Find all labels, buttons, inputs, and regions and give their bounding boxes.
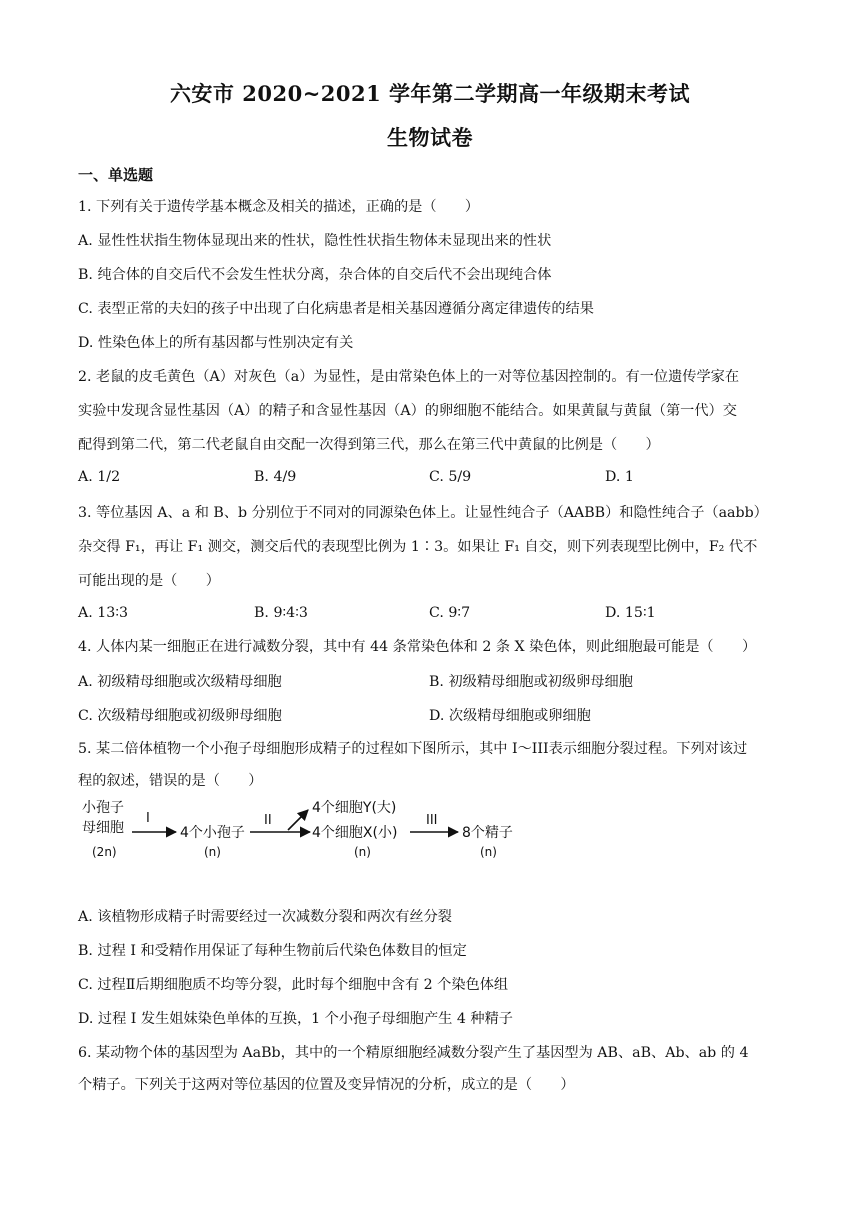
q4-option-b: B. 初级精母细胞或初级卵母细胞: [429, 674, 633, 690]
diagram-cellx-ploidy: (n): [354, 845, 371, 859]
diagram-step3-label: III: [426, 813, 438, 828]
q1-option-a: A. 显性性状指生物体显现出来的性状，隐性性状指生物体未显现出来的性状: [78, 233, 552, 249]
q5-stem-line2: 程的叙述，错误的是（ ）: [78, 773, 263, 789]
diagram-cell-line2: 母细胞: [82, 820, 124, 836]
diagram-cell-y: 4个细胞Y(大): [312, 800, 397, 816]
q4-stem: 4. 人体内某一细胞正在进行减数分裂，其中有 44 条常染色体和 2 条 X 染色体，则此细胞最可能是（ ）: [78, 639, 757, 655]
q3-option-c: C. 9∶7: [429, 605, 471, 621]
diagram-cell-line1: 小孢子: [82, 800, 124, 816]
q3-stem-line1: 3. 等位基因 A、a 和 B、b 分别位于不同对的同源染色体上。让显性纯合子（AABB）和隐性纯合子（aabb）: [78, 505, 768, 521]
q5-option-a: A. 该植物形成精子时需要经过一次减数分裂和两次有丝分裂: [78, 909, 452, 925]
q2-option-c: C. 5/9: [429, 469, 472, 485]
diagram-spores: 4个小孢子: [180, 825, 245, 841]
q6-stem-line2: 个精子。下列关于这两对等位基因的位置及变异情况的分析，成立的是（ ）: [78, 1077, 575, 1093]
q1-option-d: D. 性染色体上的所有基因都与性别决定有关: [78, 335, 354, 351]
diagram-spores-ploidy: (n): [204, 845, 221, 859]
q3-option-b: B. 9∶4∶3: [254, 605, 308, 621]
q2-option-d: D. 1: [605, 469, 634, 485]
q2-option-a: A. 1/2: [78, 469, 121, 485]
q3-stem-line3: 可能出现的是（ ）: [78, 573, 220, 589]
q2-stem-line3: 配得到第二代，第二代老鼠自由交配一次得到第三代，那么在第三代中黄鼠的比例是（ ）: [78, 437, 660, 453]
q5-option-c: C. 过程Ⅱ后期细胞质不均等分裂，此时每个细胞中含有 2 个染色体组: [78, 977, 509, 993]
q3-option-a: A. 13∶3: [78, 605, 129, 621]
diagram-step1-label: I: [146, 811, 150, 826]
q1-stem: 1. 下列有关于遗传学基本概念及相关的描述，正确的是（ ）: [78, 199, 480, 215]
q3-option-d: D. 15∶1: [605, 605, 656, 621]
q4-option-d: D. 次级精母细胞或卵细胞: [429, 708, 591, 724]
diagram-sperm: 8个精子: [462, 825, 513, 841]
q5-option-b: B. 过程 I 和受精作用保证了每种生物前后代染色体数目的恒定: [78, 943, 467, 959]
q5-option-d: D. 过程 I 发生姐妹染色单体的互换，1 个小孢子母细胞产生 4 种精子: [78, 1011, 513, 1027]
q2-stem-line1: 2. 老鼠的皮毛黄色（A）对灰色（a）为显性，是由常染色体上的一对等位基因控制的。有一位遗传学家在: [78, 369, 740, 385]
q5-stem-line1: 5. 某二倍体植物一个小孢子母细胞形成精子的过程如下图所示，其中 I～III表示细胞分裂过程。下列对该过: [78, 741, 748, 757]
q2-option-b: B. 4/9: [254, 469, 297, 485]
section-heading: 一、单选题: [78, 166, 154, 184]
diagram-cell-ploidy: (2n): [92, 845, 117, 859]
q4-option-c: C. 次级精母细胞或初级卵母细胞: [78, 708, 282, 724]
q1-option-c: C. 表型正常的夫妇的孩子中出现了白化病患者是相关基因遵循分离定律遗传的结果: [78, 301, 594, 317]
exam-subtitle: 生物试卷: [387, 125, 473, 150]
diagram-step2-label: II: [264, 813, 272, 828]
exam-title: 六安市 2020~2021 学年第二学期高一年级期末考试: [169, 81, 691, 106]
q2-stem-line2: 实验中发现含显性基因（A）的精子和含显性基因（A）的卵细胞不能结合。如果黄鼠与黄鼠（第一代）交: [78, 403, 737, 419]
q1-option-b: B. 纯合体的自交后代不会发生性状分离，杂合体的自交后代不会出现纯合体: [78, 267, 552, 283]
q6-stem-line1: 6. 某动物个体的基因型为 AaBb，其中的一个精原细胞经减数分裂产生了基因型为 AB、aB、Ab、ab 的 4: [78, 1045, 749, 1061]
diagram-cell-x: 4个细胞X(小): [312, 825, 398, 841]
q4-option-a: A. 初级精母细胞或次级精母细胞: [78, 674, 282, 690]
q3-stem-line2: 杂交得 F₁，再让 F₁ 测交，测交后代的表现型比例为 1∶3。如果让 F₁ 自交，则下列表现型比例中，F₂ 代不: [78, 539, 758, 555]
spore-division-diagram: [78, 796, 538, 868]
diagram-sperm-ploidy: (n): [480, 845, 497, 859]
diagram-arrow-2-branch: [288, 810, 308, 830]
